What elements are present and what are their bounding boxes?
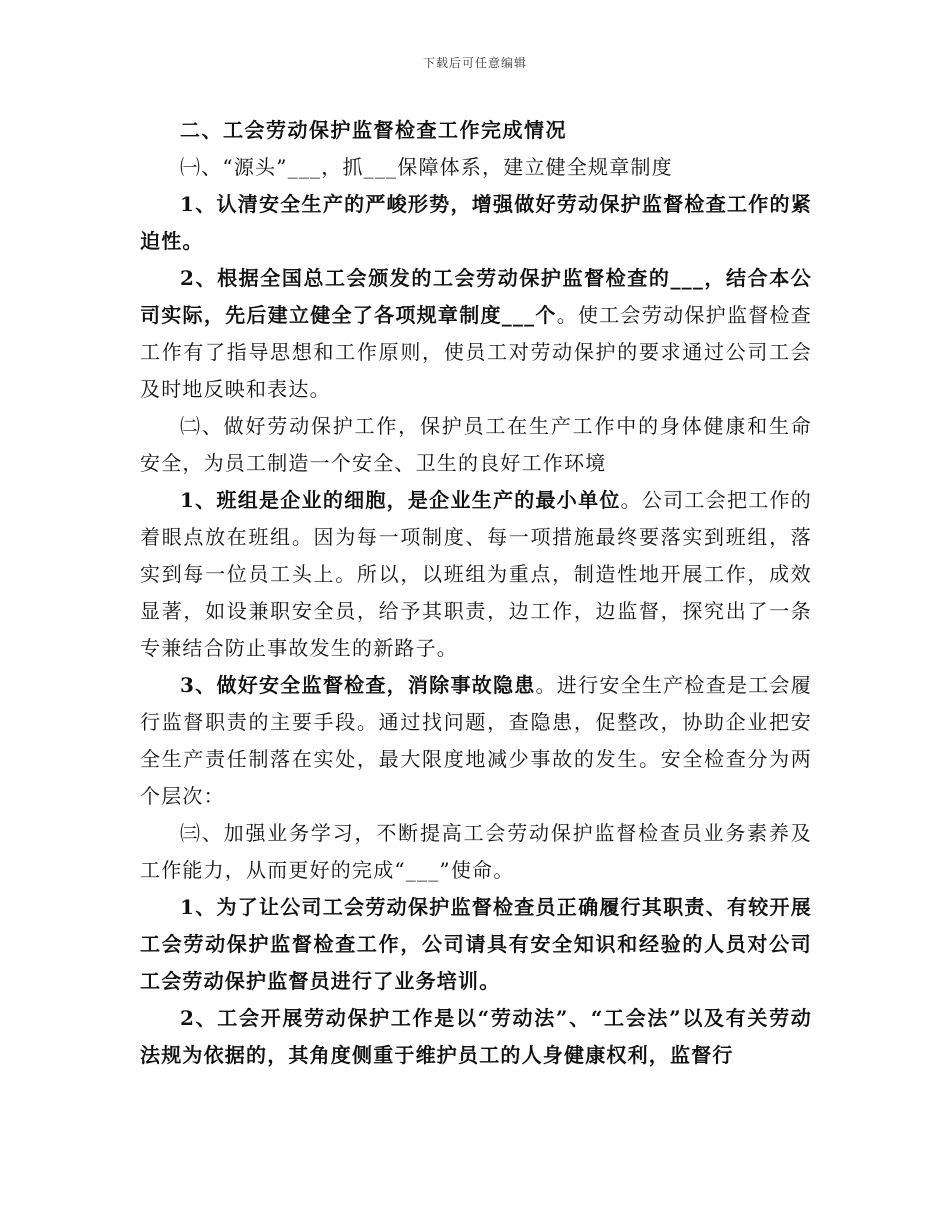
paragraph-4-bold: 3、做好安全监督检查，消除事故隐患: [180, 673, 536, 697]
document-body: [140, 112, 812, 1074]
paragraph-3-bold: 1、班组是企业的细胞，是企业生产的最小单位: [180, 488, 621, 512]
paragraph-3-text: 。公司工会把工作的着眼点放在班组。因为每一项制度、每一项措施最终要落实到班组，落实到每一位员工头上。所以，以班组为重点，制造性地开展工作，成效显著，如设兼职安全员，给予其职责，边工作，边监督，探究出了一条专兼结合防止事故发生的新路子。: [140, 488, 812, 660]
paragraph-4-text: 。进行安全生产检查是工会履行监督职责的主要手段。通过找问题，查隐患，促整改，协助企业把安全生产责任制落在实处，最大限度地减少事故的发生。安全检查分为两个层次：: [140, 673, 812, 808]
paragraph-2-bold: 2、根据全国总工会颁发的工会劳动保护监督检查的___，结合本公司实际，先后建立健全了各项规章制度___个: [140, 266, 812, 327]
paragraph-3: [140, 482, 812, 667]
paragraph-5: 1、为了让公司工会劳动保护监督检查员正确履行其职责、有较开展工会劳动保护监督检查工作，公司请具有安全知识和经验的人员对公司工会劳动保护监督员进行了业务培训。: [140, 895, 812, 993]
subsection-3: ㈢、加强业务学习，不断提高工会劳动保护监督检查员业务素养及工作能力，从而更好的完成“___”使命。: [140, 821, 812, 882]
subsection-1: ㈠、“源头”___，抓___保障体系，建立健全规章制度: [180, 155, 673, 179]
paragraph-2: [140, 260, 812, 408]
paragraph-4: [140, 667, 812, 815]
subsection-2: ㈡、做好劳动保护工作，保护员工在生产工作中的身体健康和生命安全，为员工制造一个安全、卫生的良好工作环境: [140, 414, 812, 475]
paragraph-1: 1、认清安全生产的严峻形势，增强做好劳动保护监督检查工作的紧迫性。: [140, 192, 812, 253]
section-title: 二、工会劳动保护监督检查工作完成情况: [180, 118, 567, 142]
page-header-note: 下载后可任意编辑: [422, 56, 527, 70]
paragraph-2-text: 。使工会劳动保护监督检查工作有了指导思想和工作原则，使员工对劳动保护的要求通过公司工会及时地反映和表达。: [140, 303, 812, 401]
paragraph-6: 2、工会开展劳动保护工作是以“劳动法”、“工会法”以及有关劳动法规为依据的，其角度侧重于维护员工的人身健康权利，监督行: [140, 1006, 812, 1067]
